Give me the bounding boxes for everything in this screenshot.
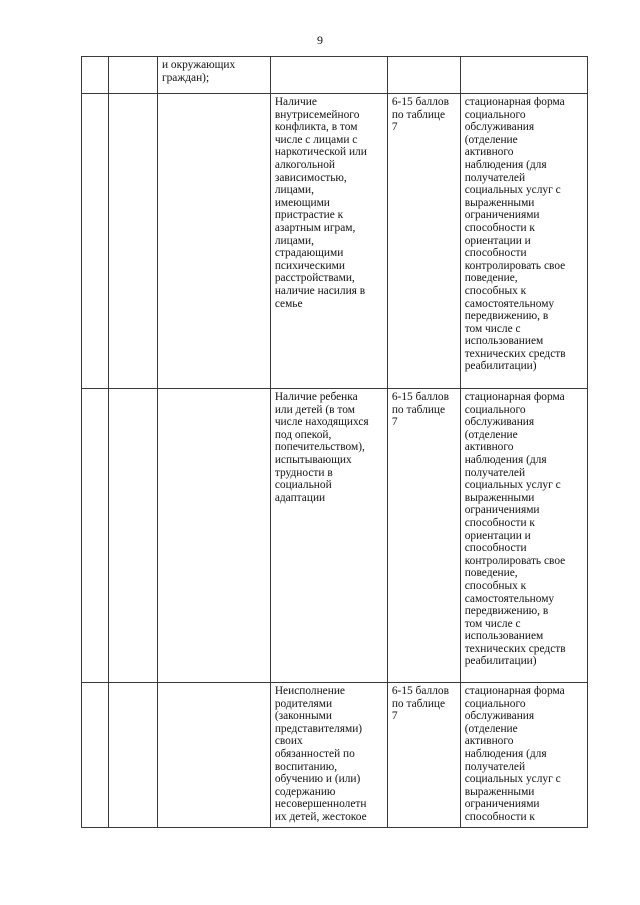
table-cell-code [108,57,157,94]
table-cell-score [387,94,460,389]
table-row [82,389,588,683]
table-cell-number [82,94,109,389]
table-cell-score [387,683,460,828]
service-form-text: стационарная форма социального обслуживания (отделение активного наблюдения (для получателей социальных услуг с выраженными ограничениями способности к ориентации и способности контролировать свое поведение, способных к самостоятельному передвижению, в том числе с использованием технических средств реабилитации) [464,96,566,373]
score-text: 6-15 баллов по таблице 7 [391,96,449,134]
table-cell-number [82,683,109,828]
table-cell-circumstance [157,57,270,94]
condition-text: Наличие ребенка или детей (в том числе находящихся под опекой, попечительством), испытывающих трудности в социальной адаптации [274,391,369,504]
table-cell-service-form [460,683,587,828]
circumstance-text: и окружающих граждан); [161,59,236,84]
table-cell-service-form [460,57,587,94]
document-table [81,56,588,828]
score-text: 6-15 баллов по таблице 7 [391,685,449,723]
table-cell-score [387,389,460,683]
service-form-text: стационарная форма социального обслуживания (отделение активного наблюдения (для получателей социальных услуг с выраженными ограничениями способности к ориентации и способности контролировать свое поведение, способных к самостоятельному передвижению, в том числе с использованием технических средств реабилитации) [464,391,566,668]
table-cell-score [387,57,460,94]
table-cell-condition [270,57,387,94]
table-cell-code [108,94,157,389]
table-cell-service-form [460,389,587,683]
condition-text: Наличие внутрисемейного конфликта, в том числе с лицами с наркотической или алкогольной зависимостью, лицами, имеющими пристрастие к азартным играм, лицами, страдающими психическими расстройствами, наличие насилия в семье [274,96,367,310]
table-cell-condition [270,389,387,683]
table-cell-code [108,389,157,683]
table-cell-condition [270,94,387,389]
table-cell-number [82,57,109,94]
table-cell-number [82,389,109,683]
table-cell-circumstance [157,683,270,828]
table-cell-service-form [460,94,587,389]
table-cell-code [108,683,157,828]
score-text: 6-15 баллов по таблице 7 [391,391,449,429]
table-row [82,57,588,94]
condition-text: Неисполнение родителями (законными представителями) своих обязанностей по воспитанию, обучению и (или) содержанию несовершеннолетн их детей, жестокое [274,685,367,823]
table-cell-condition [270,683,387,828]
page-number: 9 [317,33,323,47]
service-form-text: стационарная форма социального обслуживания (отделение активного наблюдения (для получателей социальных услуг с выраженными ограничениями способности к [464,685,565,823]
table-cell-circumstance [157,94,270,389]
table-row [82,683,588,828]
table-row [82,94,588,389]
table-cell-circumstance [157,389,270,683]
